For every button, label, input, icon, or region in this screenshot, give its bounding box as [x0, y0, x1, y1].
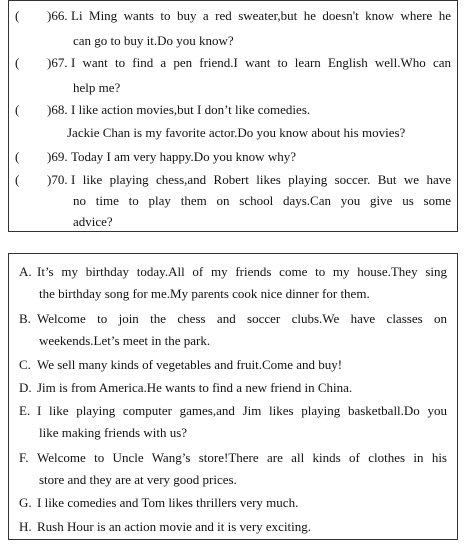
question-number: )68.	[47, 102, 68, 117]
question-text-line: I like playing chess,and Robert likes playing soccer. But we have	[71, 172, 451, 187]
question-text-line: Today I am very happy.Do you know why?	[71, 149, 296, 164]
answer-blank-open[interactable]: (	[15, 8, 20, 23]
option-text-line: Rush Hour is an action movie and it is very exciting.	[37, 519, 312, 534]
option-text-line: Welcome to Uncle Wang’s store!There are all kinds of clothes in his	[37, 450, 447, 465]
question-text-line: Li Ming wants to buy a red sweater,but he doesn't know where he	[71, 8, 451, 23]
options-box	[8, 253, 458, 540]
question-number: )66.	[47, 8, 68, 23]
option-letter: F.	[19, 450, 29, 465]
question-text-line: I like action movies,but I don’t like comedies.	[71, 102, 311, 117]
question-text-line: can go to buy it.Do you know?	[73, 33, 234, 48]
option-text-line: store and they are at very good prices.	[39, 472, 237, 487]
question-number: )69.	[47, 149, 68, 164]
option-text-line: Jim is from America.He wants to find a new friend in China.	[37, 380, 353, 395]
option-letter: E.	[19, 403, 31, 418]
question-text-line: help me?	[73, 80, 121, 95]
option-text-line: It’s my birthday today.All of my friends come to my house.They sing	[37, 264, 447, 279]
option-letter: B.	[19, 311, 31, 326]
questions-box	[8, 0, 458, 232]
answer-blank-open[interactable]: (	[15, 172, 20, 187]
question-text-line: Jackie Chan is my favorite actor.Do you know about his movies?	[67, 125, 406, 140]
question-number: )70.	[47, 172, 68, 187]
question-text-line: advice?	[73, 214, 113, 229]
option-letter: H.	[19, 519, 32, 534]
option-text-line: I like comedies and Tom likes thrillers very much.	[37, 495, 299, 510]
option-text-line: like making friends with us?	[39, 425, 188, 440]
option-letter: D.	[19, 380, 32, 395]
option-letter: G.	[19, 495, 32, 510]
question-text-line: no time to play them on school days.Can you give us some	[73, 193, 451, 208]
option-text-line: weekends.Let’s meet in the park.	[39, 333, 211, 348]
option-text-line: We sell many kinds of vegetables and fruit.Come and buy!	[37, 357, 343, 372]
question-text-line: I want to find a pen friend.I want to learn English well.Who can	[71, 55, 451, 70]
question-number: )67.	[47, 55, 68, 70]
answer-blank-open[interactable]: (	[15, 55, 20, 70]
option-letter: A.	[19, 264, 32, 279]
option-text-line: the birthday song for me.My parents cook nice dinner for them.	[39, 286, 370, 301]
option-text-line: Welcome to join the chess and soccer clubs.We have classes on	[37, 311, 447, 326]
option-letter: C.	[19, 357, 31, 372]
answer-blank-open[interactable]: (	[15, 149, 20, 164]
option-text-line: I like playing computer games,and Jim likes playing basketball.Do you	[37, 403, 447, 418]
answer-blank-open[interactable]: (	[15, 102, 20, 117]
